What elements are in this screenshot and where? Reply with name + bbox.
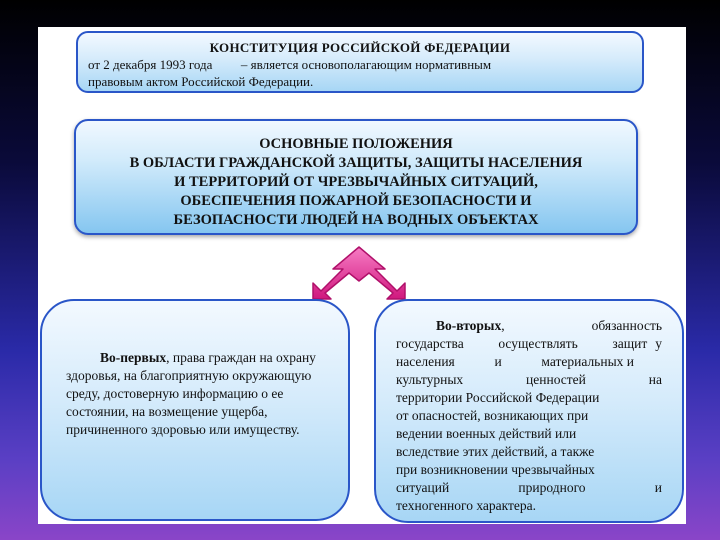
word: природного — [518, 480, 586, 495]
word: ценностей — [526, 372, 586, 387]
principles-line: В ОБЛАСТИ ГРАЖДАНСКОЙ ЗАЩИТЫ, ЗАЩИТЫ НАСЕЛЕНИЯ — [129, 155, 583, 171]
principles-line: ОБЕСПЕЧЕНИЯ ПОЖАРНОЙ БЕЗОПАСНОСТИ И — [180, 193, 532, 209]
second-point-line: от опасностей, возникающих при — [396, 408, 589, 423]
second-point-line — [396, 479, 662, 497]
word: защит у — [612, 336, 662, 351]
first-point-text — [66, 349, 324, 439]
word: ситуаций — [396, 480, 450, 495]
constitution-title: КОНСТИТУЦИЯ РОССИЙСКОЙ ФЕДЕРАЦИИ — [209, 40, 511, 55]
second-point-lead-word: обязанность — [591, 318, 662, 333]
second-point-line: техногенного характера. — [396, 498, 537, 513]
constitution-date: от 2 декабря 1993 года — [88, 57, 213, 72]
second-point-line: ведении военных действий или — [396, 426, 577, 441]
second-point-line — [396, 335, 662, 353]
principles-box — [74, 119, 638, 235]
second-point-line — [396, 371, 662, 389]
first-point-body: , права граждан на охрану здоровья, на благоприятную окружающую среду, достоверную информацию о ее состоянии, на возмещение ущерба, причиненного здоровью или имуществу. — [66, 350, 316, 437]
second-point-comma: , — [501, 318, 505, 333]
second-point-line — [396, 353, 662, 371]
second-point-lead-line — [396, 317, 662, 335]
word: осуществлять — [498, 336, 578, 351]
constitution-box — [76, 31, 644, 93]
double-arrow-icon — [311, 245, 407, 301]
second-point-line: вследствие этих действий, а также — [396, 444, 595, 459]
first-point-lead: Во-первых — [100, 350, 167, 365]
word: и — [494, 354, 502, 369]
word: и — [654, 480, 662, 495]
constitution-line-2: правовым актом Российской Федерации. — [88, 74, 314, 89]
word: государства — [396, 336, 464, 351]
word: на — [648, 372, 662, 387]
second-point-line: территории Российской Федерации — [396, 390, 600, 405]
word: культурных — [396, 372, 464, 387]
constitution-statement: – является основополагающим нормативным — [240, 57, 492, 72]
word: населения — [396, 354, 455, 369]
slide — [38, 27, 686, 524]
first-point-box — [40, 299, 350, 521]
second-point-line: при возникновении чрезвычайных — [396, 462, 595, 477]
second-point-box — [374, 299, 684, 523]
principles-line: ОСНОВНЫЕ ПОЛОЖЕНИЯ — [259, 136, 453, 152]
principles-line: БЕЗОПАСНОСТИ ЛЮДЕЙ НА ВОДНЫХ ОБЪЕКТАХ — [173, 212, 539, 228]
second-point-lead: Во-вторых — [436, 318, 502, 333]
constitution-line-1 — [88, 56, 632, 73]
word: материальных и — [541, 354, 634, 369]
principles-line: И ТЕРРИТОРИЙ ОТ ЧРЕЗВЫЧАЙНЫХ СИТУАЦИЙ, — [174, 174, 538, 190]
